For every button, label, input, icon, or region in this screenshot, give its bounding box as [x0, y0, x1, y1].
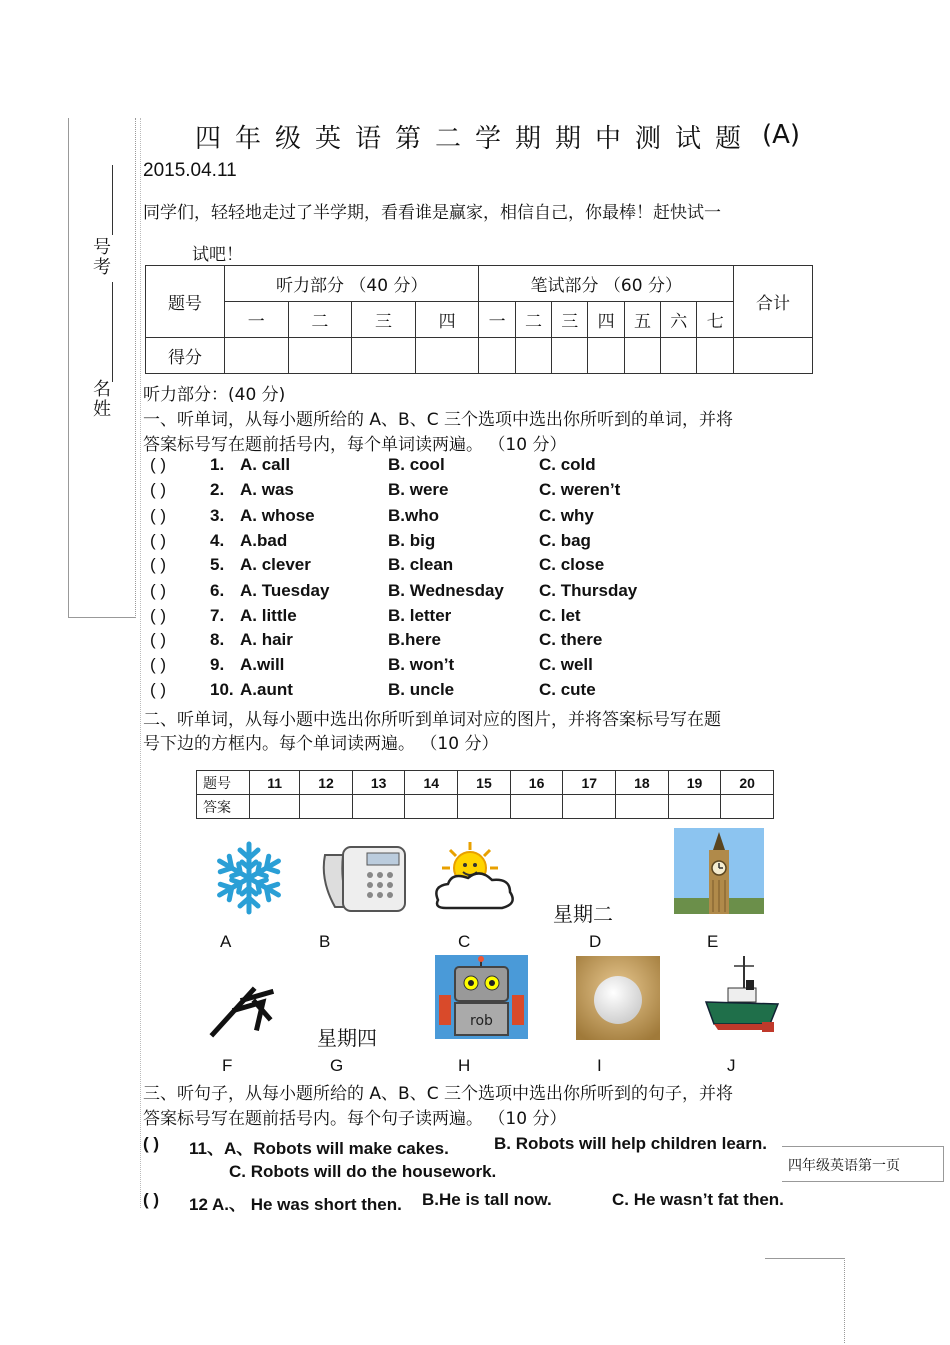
option-c: C. cold: [539, 455, 596, 474]
option-c: C. let: [539, 606, 581, 625]
score-cell[interactable]: [515, 338, 551, 374]
option-b: B. big: [388, 531, 436, 550]
score-cell[interactable]: [552, 338, 588, 374]
robot-image: [435, 955, 528, 1039]
score-col: 二: [515, 302, 551, 338]
option-c: C. bag: [539, 531, 591, 550]
pic-letter-j: J: [727, 1056, 736, 1075]
option-c: C. there: [539, 630, 603, 649]
option-a: A. little: [240, 606, 297, 625]
item-number: 8.: [210, 630, 225, 649]
binding-line-mid: [135, 118, 136, 618]
pic-letter-g: G: [330, 1056, 344, 1075]
pic-letter-b: B: [319, 932, 331, 951]
pic-letter-c: C: [458, 932, 471, 951]
score-cell[interactable]: [697, 338, 734, 374]
answer-num: 12: [300, 771, 353, 795]
corner-line: [765, 1258, 845, 1259]
corner-line-v: [844, 1258, 845, 1343]
section1-instr-1: 一、听单词，从每小题所给的 A、B、C 三个选项中选出你所听到的单词，并将: [143, 410, 733, 430]
score-col: 一: [479, 302, 515, 338]
section2-instr-1: 二、听单词，从每小题中选出你所听到单词对应的图片，并将答案标号写在题: [143, 710, 721, 730]
option-c: C. cute: [539, 680, 596, 699]
score-cell[interactable]: [734, 338, 813, 374]
answer-q-label: 题号: [197, 771, 250, 795]
score-cell[interactable]: [588, 338, 624, 374]
thursday-label: 星期四: [317, 1026, 377, 1050]
answer-cell[interactable]: [300, 795, 353, 819]
answer-num: 16: [510, 771, 563, 795]
answer-paren[interactable]: ( ): [150, 506, 167, 525]
footer-line-top: [782, 1146, 944, 1147]
option-a: A.bad: [240, 531, 288, 550]
score-cell[interactable]: [288, 338, 352, 374]
pic-letter-h: H: [458, 1056, 471, 1075]
option-a: A.will: [240, 655, 285, 674]
item-number: 7.: [210, 606, 225, 625]
answer-cell[interactable]: [616, 795, 669, 819]
section2-instr-2: 号下边的方框内。每个单词读两遍。 （10 分）: [143, 734, 499, 754]
option-a: A. hair: [240, 630, 293, 649]
q12-option-c: C. He wasn’t fat then.: [612, 1190, 784, 1209]
answer-paren[interactable]: ( ): [150, 680, 167, 699]
option-b: B. Wednesday: [388, 581, 504, 600]
listening-title: 听力部分：(40 分): [143, 385, 286, 405]
option-c: C. well: [539, 655, 593, 674]
score-total-header: 合计: [734, 266, 813, 338]
name-line: [112, 282, 113, 382]
option-a: A.aunt: [240, 680, 293, 699]
option-c: C. why: [539, 506, 594, 525]
option-a: A. whose: [240, 506, 315, 525]
option-a: A. Tuesday: [240, 581, 330, 600]
pic-letter-i: I: [597, 1056, 602, 1075]
answer-paren[interactable]: ( ): [150, 630, 167, 649]
pic-letter-a: A: [220, 932, 232, 951]
score-writing-header: 笔试部分 （60 分）: [479, 266, 734, 302]
binding-line-bottom: [68, 617, 136, 618]
answer-num: 11: [250, 771, 300, 795]
answer-paren[interactable]: ( ): [150, 531, 167, 550]
q12-option-b: B.He is tall now.: [422, 1190, 552, 1209]
pic-letter-d: D: [589, 932, 602, 951]
q11-option-a: 11、A、Robots will make cakes.: [189, 1139, 449, 1158]
score-col: 三: [552, 302, 588, 338]
intro-line-1: 同学们，轻轻地走过了半学期，看看谁是赢家，相信自己，你最棒！赶快试一: [143, 203, 721, 223]
score-cell[interactable]: [415, 338, 479, 374]
score-listening-header: 听力部分 （40 分）: [225, 266, 479, 302]
answer-paren[interactable]: ( ): [150, 555, 167, 574]
score-col: 七: [697, 302, 734, 338]
pic-letter-e: E: [707, 932, 719, 951]
section3-instr-2: 答案标号写在题前括号内。每个句子读两遍。 （10 分）: [143, 1109, 567, 1129]
rake-icon: [205, 982, 277, 1040]
score-col: 五: [624, 302, 660, 338]
pic-letter-f: F: [222, 1056, 233, 1075]
item-number: 9.: [210, 655, 225, 674]
answer-paren[interactable]: ( ): [150, 455, 167, 474]
score-cell[interactable]: [479, 338, 515, 374]
answer-num: 13: [352, 771, 405, 795]
option-b: B.here: [388, 630, 441, 649]
score-cell[interactable]: [661, 338, 697, 374]
item-number: 2.: [210, 480, 225, 499]
option-a: A. was: [240, 480, 294, 499]
answer-cell[interactable]: [721, 795, 774, 819]
q11-option-c: C. Robots will do the housework.: [229, 1162, 497, 1181]
page-title: 四年级英语第二学期期中测试题: [195, 124, 756, 154]
footer-line-right: [943, 1146, 944, 1182]
answer-a-label: 答案: [197, 795, 250, 819]
side-name: 名姓: [93, 379, 111, 420]
score-table: [145, 265, 813, 374]
score-row-label: 得分: [146, 338, 225, 374]
answer-cell[interactable]: [250, 795, 300, 819]
intro-line-2: 试吧！: [192, 245, 243, 265]
tuesday-label: 星期二: [553, 902, 613, 926]
score-col: 四: [588, 302, 624, 338]
answer-cell[interactable]: [352, 795, 405, 819]
score-cell[interactable]: [225, 338, 289, 374]
answer-num: 17: [563, 771, 616, 795]
score-col: 六: [661, 302, 697, 338]
option-a: A. clever: [240, 555, 311, 574]
score-col: 三: [352, 302, 416, 338]
item-number: 4.: [210, 531, 225, 550]
option-c: C. Thursday: [539, 581, 638, 600]
big-ben-image: [674, 828, 764, 914]
item-number: 5.: [210, 555, 225, 574]
exam-no-line: [112, 165, 113, 235]
q12-paren[interactable]: ( ): [143, 1190, 160, 1209]
footer-line-bottom: [782, 1181, 944, 1182]
answer-cell[interactable]: [510, 795, 563, 819]
option-b: B. clean: [388, 555, 454, 574]
binding-line-left: [68, 118, 69, 618]
robot-text: rob: [470, 1013, 493, 1029]
binding-line-right: [140, 118, 141, 1208]
score-col: 四: [415, 302, 479, 338]
ping-pong-ball-image: [576, 956, 660, 1040]
score-col: 二: [288, 302, 352, 338]
answer-num: 18: [616, 771, 669, 795]
item-number: 3.: [210, 506, 225, 525]
answer-paren[interactable]: ( ): [150, 655, 167, 674]
telephone-icon: [315, 835, 410, 915]
page-footer: 四年级英语第一页: [788, 1158, 900, 1174]
title-version: (A): [762, 120, 801, 150]
option-b: B. cool: [388, 455, 445, 474]
option-b: B. letter: [388, 606, 452, 625]
answer-cell[interactable]: [668, 795, 721, 819]
answer-num: 14: [405, 771, 458, 795]
section1-instr-2: 答案标号写在题前括号内，每个单词读两遍。 （10 分）: [143, 435, 567, 455]
answer-paren[interactable]: ( ): [150, 606, 167, 625]
item-number: 6.: [210, 581, 225, 600]
answer-table: [196, 770, 774, 819]
side-exam-no: 号考: [93, 237, 111, 278]
answer-num: 19: [668, 771, 721, 795]
answer-cell[interactable]: [405, 795, 458, 819]
option-b: B. won’t: [388, 655, 455, 674]
option-b: B.who: [388, 506, 439, 525]
q11-option-b: B. Robots will help children learn.: [494, 1134, 767, 1153]
snowflake-icon: [208, 838, 290, 918]
q11-paren[interactable]: ( ): [143, 1134, 160, 1153]
option-b: B. were: [388, 480, 449, 499]
score-cell[interactable]: [624, 338, 660, 374]
option-b: B. uncle: [388, 680, 455, 699]
q12-option-a: 12 A.、 He was short then.: [189, 1195, 402, 1214]
item-number: 10.: [210, 680, 234, 699]
sun-cloud-icon: [430, 838, 520, 916]
item-number: 1.: [210, 455, 225, 474]
option-c: C. close: [539, 555, 605, 574]
score-cell[interactable]: [352, 338, 416, 374]
option-a: A. call: [240, 455, 291, 474]
answer-paren[interactable]: ( ): [150, 581, 167, 600]
option-c: C. weren’t: [539, 480, 621, 499]
exam-date: 2015.04.11: [143, 160, 237, 181]
answer-cell[interactable]: [563, 795, 616, 819]
section3-instr-1: 三、听句子，从每小题所给的 A、B、C 三个选项中选出你所听到的句子，并将: [143, 1084, 733, 1104]
answer-num: 15: [458, 771, 511, 795]
answer-num: 20: [721, 771, 774, 795]
ship-image: [700, 952, 782, 1040]
score-col: 一: [225, 302, 289, 338]
answer-paren[interactable]: ( ): [150, 480, 167, 499]
score-question-label: 题号: [146, 266, 225, 338]
answer-cell[interactable]: [458, 795, 511, 819]
